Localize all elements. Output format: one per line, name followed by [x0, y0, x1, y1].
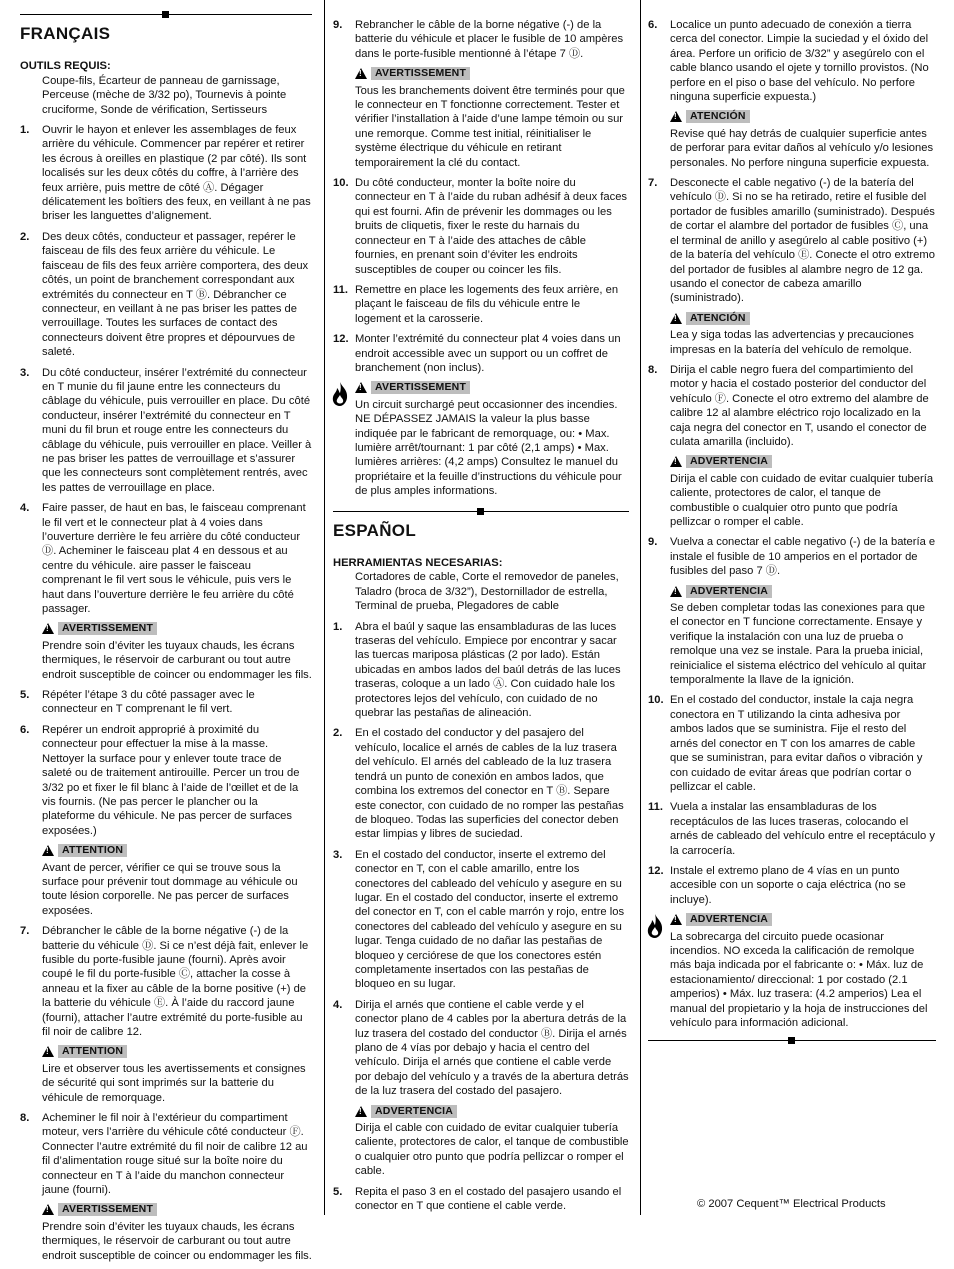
- warning-label: [670, 913, 772, 926]
- warning-icon: [670, 111, 682, 122]
- step-number: 11.: [648, 801, 663, 814]
- warning-text: Avant de percer, vérifier ce qui se trouve sous la surface pour prévenir tout dommage au véhicule ou toute lésion corporelle. Ne pas percer de surfaces exposées.: [42, 861, 298, 917]
- step-item: [333, 620, 629, 721]
- step-number: 7.: [20, 925, 30, 938]
- section-title-es: ESPAÑOL: [333, 520, 417, 540]
- fire-icon: [329, 381, 351, 407]
- warning-icon: [355, 68, 367, 79]
- step-list-es-cont: [648, 18, 936, 1030]
- step-item: [20, 924, 312, 1039]
- section-rule: [333, 511, 629, 512]
- warning-icon: [355, 382, 367, 393]
- step-item: [648, 363, 936, 449]
- warning-label: [355, 1105, 457, 1118]
- warning-label: [42, 1203, 157, 1216]
- step-item: [20, 1111, 312, 1197]
- step-text: Du côté conducteur, monter la boîte noire du connecteur en T à l’aide du ruban adhésif à deux faces qui est fourni. Afin de prévenir les dommages ou les bruits de cliquetis, fixer le reste du harnais du connecteur en T à l’aide des attaches de câble fournies, en prenant soin d’éviter les endroits susceptibles de couper ou coincer les fils.: [355, 177, 628, 276]
- step-number: 5.: [333, 1185, 343, 1198]
- step-item: [20, 723, 312, 838]
- warning-label: [670, 312, 750, 325]
- warning-label: [670, 110, 750, 123]
- section-rule: [20, 14, 312, 15]
- step-item: [333, 332, 629, 375]
- step-text: Abra el baúl y saque las ensambladuras de las luces traseras del vehículo. Empiece por encontrar y sacar las tuercas mariposa plásticas (2 por lado). Están ubicadas en ambos lados del baúl detrás de las luces traseras, coloque a un lado Ⓐ. Con cuidado hale los protectores lejos del vehículo, con cuidado de no quebrar las pestañas de alineación.: [355, 620, 621, 720]
- warning-text: Revise qué hay detrás de cualquier superficie antes de perforar para evitar daños al vehículo y/o lesiones personales. No perfore ninguna superficie expuesta.: [670, 127, 934, 169]
- warning-badge: AVERTISSEMENT: [371, 381, 470, 394]
- tools-text-es: Cortadores de cable, Corte el removedor de paneles, Taladro (broca de 3/32”), Destornillador de estrella, Terminal de prueba, Plegadores de cable: [355, 571, 619, 613]
- step-item: [333, 998, 629, 1099]
- tools-heading-fr: OUTILS REQUIS:: [20, 60, 111, 73]
- step-text: Des deux côtés, conducteur et passager, repérer le faisceau de fils des feux arrière du véhicule. Le faisceau de fils des feux arrière comportera, des deux côtés, un point de branchement correspondant aux extrémités du connecteur en T Ⓑ. Débrancher ce connecteur, en veillant à ne pas briser les pattes de verrouillage. Toutes les surfaces de contact des connecteurs doivent être propres et dépourvues de saleté.: [42, 230, 309, 359]
- warning-icon: [42, 623, 54, 634]
- step-item: [20, 688, 312, 717]
- step-text: Instale el extremo plano de 4 vías en un punto accesible con un soporte o caja eléctrica (no se incluye).: [670, 864, 906, 906]
- section-title-fr: FRANÇAIS: [20, 24, 111, 43]
- warning-badge: ADVERTENCIA: [686, 455, 772, 468]
- warning-label: [42, 1045, 127, 1058]
- step-number: 7.: [648, 177, 658, 190]
- step-number: 4.: [333, 998, 343, 1011]
- step-item: [20, 501, 312, 616]
- step-text: Repérer un endroit approprié à proximité du connecteur pour effectuer la mise à la masse. Nettoyer la surface pour y enlever toute trace de saleté ou de traitement antirouille. Percer un trou de 3/32 po et fixer le fil blanc à l’aide de l’œillet et de la vis fournis. (Ne pas percer le plancher ou la plateforme du véhicule. Ne pas percer de surfaces exposées.): [42, 723, 300, 837]
- step-number: 3.: [333, 848, 343, 861]
- warning-icon: [670, 313, 682, 324]
- step-text: Vuelva a conectar el cable negativo (-) de la batería e instale el fusible de 10 amperios en el portador de fusibles del paso 7 Ⓓ.: [670, 536, 936, 578]
- fire-icon: [644, 913, 666, 939]
- warning-label: [42, 622, 157, 635]
- warning-label: [670, 455, 772, 468]
- warning-icon: [670, 914, 682, 925]
- step-item: [333, 18, 629, 61]
- step-text: Acheminer le fil noir à l’extérieur du compartiment moteur, vers l’arrière du véhicule côté conducteur Ⓕ. Connecter l’autre extrémité du fil noir de calibre 12 au fil d’alimentation rouge situé sur la boîte noire du connecteur en T à l’aide du manchon connecteur jaune (fourni).: [42, 1112, 308, 1197]
- step-number: 11.: [333, 283, 348, 296]
- warning-badge: ATTENTION: [58, 1045, 127, 1058]
- step-text: Répéter l’étape 3 du côté passager avec le connecteur en T comprenant le fil vert.: [42, 689, 255, 716]
- step-number: 4.: [20, 502, 30, 515]
- step-list-fr: [20, 123, 312, 1263]
- step-text: Faire passer, de haut en bas, le faisceau comprenant le fil vert et le connecteur plat à 4 voies dans l’ouverture derrière le feu arrière du côté conducteur Ⓓ. Acheminer le faisceau plat 4 en dessous et au centre du véhicule. aire passer le faisceau comprenant le fil vert sous le véhicule, puis vers le haut dans l’ouverture derrière le feu arrière du côté passager.: [42, 502, 306, 616]
- warning-text: Un circuit surchargé peut occasionner des incendies. NE DÉPASSEZ JAMAIS la valeur la plus basse indiquée par le fabricant de remorquage, ou: • Max. lumière arrêt/tournant: 1 par côté (2,1 amps) • Max. lumières arrières: (4,2 amps) Consultez le manuel du propriétaire et la feuille d’instructions du véhicule pour de plus amples informations.: [355, 398, 622, 498]
- step-number: 1.: [20, 124, 30, 137]
- column-divider-2: [640, 0, 641, 1215]
- step-text: En el costado del conductor, inserte el extremo del conector en T, con el cable amarillo, entre los conectores del cableado del vehículo y asegure en su lugar. En el costado del conductor, inserte el extremo del conector en T, con el cable marrón y rojo, entre los conectores del cableado del vehículo y asegure en su lugar. Tenga cuidado de no dañar las pestañas de bloqueo y cerciórese de que los conectores estén completamente insertados con las pestañas de bloqueo en su lugar.: [355, 848, 625, 991]
- step-item: [648, 864, 936, 907]
- step-text: Dirija el arnés que contiene el cable verde y el conector plano de 4 cables por la abertura detrás de la luz trasera del costado del conductor Ⓑ. Dirija el arnés plano de 4 vías por debajo y hacia el centro del vehículo. Dirija el arnés que contiene el cable verde por debajo del vehículo y a través de la abertura detrás de la luz trasera del costado del pasajero.: [355, 998, 629, 1098]
- warning-icon: [670, 456, 682, 467]
- warning-block: [670, 312, 936, 357]
- step-number: 10.: [333, 177, 349, 190]
- step-text: Débrancher le câble de la borne négative (-) de la batterie du véhicule Ⓓ. Si ce n’est déjà fait, enlever le fusible du porte-fusible jaune (fourni). Après avoir coupé le fil du porte-fusible Ⓒ, attacher la cosse à anneau et la fixer au câble de la borne positive (+) de la batterie du véhicule Ⓔ. À l’aide du raccord jaune (fourni), attacher l’autre extrémité du porte-fusible au fil noir de calibre 12.: [42, 925, 309, 1038]
- warning-label: [42, 844, 127, 857]
- step-item: [648, 693, 936, 794]
- warning-badge: ATENCIÓN: [686, 110, 750, 123]
- warning-badge: ADVERTENCIA: [686, 585, 772, 598]
- step-item: [333, 1185, 629, 1214]
- step-item: [648, 535, 936, 578]
- warning-label: [355, 67, 470, 80]
- step-number: 10.: [648, 694, 664, 707]
- step-number: 2.: [333, 727, 343, 740]
- spanish-column-cont: [648, 18, 936, 1041]
- warning-block: [355, 67, 629, 170]
- warning-badge: ADVERTENCIA: [371, 1105, 457, 1118]
- step-text: Remettre en place les logements des feux arrière, en plaçant le faisceau de fils du véhicule entre le logement et la carosserie.: [355, 283, 619, 325]
- step-item: [20, 123, 312, 224]
- warning-block: [670, 585, 936, 688]
- step-item: [333, 726, 629, 841]
- step-number: 6.: [648, 19, 658, 31]
- warning-label: [670, 585, 772, 598]
- step-text: Desconecte el cable negativo (-) de la batería del vehículo Ⓓ. Si no se ha retirado, retire el fusible del portador de fusibles amarillo (suministrado). Después de cortar el alambre del portador de fusibles Ⓒ, una el terminal de anillo y asegúrelo al cable positivo (+) de la batería del vehículo Ⓔ. Conecte el otro extremo del portador de fusibles al alambre negro de 12 ga. usando el conector de cabeza amarillo (suministrado).: [670, 177, 935, 305]
- warning-text: Tous les branchements doivent être terminés pour que le connecteur en T fonctionne correctement. Tester et vérifier l’installation à l’aide d’une lampe témoin ou sur une remorque. Comme test initial, réinitialiser le système électrique du véhicule en retirant temporairement la clé du contact.: [355, 84, 625, 169]
- step-number: 1.: [333, 620, 343, 633]
- tools-heading-es: HERRAMIENTAS NECESARIAS:: [333, 557, 503, 569]
- step-item: [648, 176, 936, 306]
- step-item: [20, 366, 312, 496]
- step-item: [333, 283, 629, 326]
- step-text: En el costado del conductor, instale la caja negra conectora en T utilizando la cinta adhesiva por ambos lados que se suministra. Fije el resto del arnés del conector en T con los amarres de cable que se suministran, para evitar daños o vibración y con cuidado de evitar áreas que podrían cortar o pellizcar el cable.: [670, 694, 923, 793]
- step-item: [333, 176, 629, 277]
- warning-badge: ATTENTION: [58, 844, 127, 857]
- warning-block: [670, 455, 936, 529]
- step-number: 12.: [648, 864, 664, 877]
- warning-text: La sobrecarga del circuito puede ocasionar incendios. NO exceda la calificación de remolque más baja indicada por el fabricante o: • Máx. luz de estacionamiento/ direccional: 1 por costado (2.1 amperios) • Máx. luz trasera: (4.2 amperios) Lea el manual del propietario y la hoja de instrucciones del vehículo para información adicional.: [670, 930, 928, 1029]
- step-text: Du côté conducteur, insérer l’extrémité du connecteur en T munie du fil jaune entre les connecteurs du câblage du véhicule, puis verrouiller en place. Du côté conducteur, insérer l’extrémité du connecteur en T muni du fil brun et rouge entre les connecteurs du câblage du véhicule, puis verrouiller en place. Veiller à ne pas briser les pattes de verrouillage et s’assurer que les connecteurs sont complètement rentrés, avec les pattes de verrouillage en place.: [42, 366, 312, 494]
- warning-icon: [670, 586, 682, 597]
- step-item: [20, 230, 312, 360]
- warning-text: Prendre soin d’éviter les tuyaux chauds, les écrans thermiques, le réservoir de carburant ou tout autre endroit susceptible de coincer ou endommager les fils.: [42, 639, 312, 681]
- warning-block: [42, 1203, 312, 1263]
- step-text: Repita el paso 3 en el costado del pasajero usando el conector en T que contiene el cable verde.: [355, 1185, 622, 1213]
- warning-text: Se deben completar todas las conexiones para que el conector en T funcione correctamente. Ensaye y verifique la instalación con una luz de prueba o remolque una vez se instale. Para la prueba inicial, reinicialice el sistema eléctrico del vehículo al quitar temporalmente la llave de la ignición.: [670, 602, 927, 687]
- warning-badge: ADVERTENCIA: [686, 913, 772, 926]
- warning-label: [355, 381, 470, 394]
- warning-block: [42, 844, 312, 918]
- step-number: 12.: [333, 333, 349, 346]
- warning-badge: AVERTISSEMENT: [58, 622, 157, 635]
- section-rule: [648, 1040, 936, 1041]
- warning-text: Lire et observer tous les avertissements et consignes de sécurité qui sont imprimés sur la batterie du véhicule de remorquage.: [42, 1062, 306, 1104]
- step-list-fr-cont: [333, 18, 629, 499]
- step-item: [333, 848, 629, 992]
- step-text: Dirija el cable negro fuera del compartimiento del motor y hacia el costado posterior del conductor del vehículo Ⓕ. Conecte el otro extremo del alambre de calibre 12 al alambre eléctrico rojo localizado en la caja negra del conector en T, usando el conector de culata amarilla (incluido).: [670, 363, 929, 448]
- french-column: [20, 14, 312, 1269]
- warning-badge: AVERTISSEMENT: [58, 1203, 157, 1216]
- step-text: En el costado del conductor y del pasajero del vehículo, localice el arnés de cables de la luz trasera del vehículo. El arnés del cableado de la luz trasera tendrá un punto de conexión en ambos lados, que combina los extremos del conector en T Ⓑ. Separe este conector, con cuidado de no romper las pestañas de bloqueo. Todas las superficies del conector deben estar limpias y libres de suciedad.: [355, 727, 624, 841]
- step-text: Monter l’extrémité du connecteur plat 4 voies dans un endroit accessible avec un support ou un coffret de branchement (non inclus).: [355, 333, 621, 374]
- step-number: 6.: [20, 723, 30, 736]
- warning-text: Prendre soin d’éviter les tuyaux chauds, les écrans thermiques, le réservoir de carburant ou tout autre endroit susceptible de coincer ou endommager les fils.: [42, 1220, 312, 1262]
- warning-block: [42, 1045, 312, 1105]
- warning-badge: AVERTISSEMENT: [371, 67, 470, 80]
- warning-badge: ATENCIÓN: [686, 312, 750, 325]
- warning-block: [670, 913, 936, 1030]
- warning-icon: [42, 845, 54, 856]
- step-number: 8.: [20, 1112, 30, 1125]
- warning-block: [355, 381, 629, 498]
- warning-text: Lea y siga todas las advertencias y precauciones impresas en la batería del vehículo de remolque.: [670, 329, 914, 356]
- warning-text: Dirija el cable con cuidado de evitar cualquier tubería caliente, protectores de calor, el tanque de combustible o cualquier otro punto que podría pellizcar o romper el cable.: [670, 472, 934, 528]
- warning-text: Dirija el cable con cuidado de evitar cualquier tubería caliente, protectores de calor, el tanque de combustible o cualquier otro punto que podría pellizcar o romper el cable.: [355, 1122, 629, 1178]
- step-number: 9.: [333, 19, 343, 31]
- step-text: Ouvrir le hayon et enlever les assemblages de feux arrière du véhicule. Commencer par repérer et retirer les écrous à oreilles en plastique (2 par côté). Ils sont localisés sur les deux côtés du coffre, à l’arrière des feux arrière, puis mettre de côté Ⓐ. Dégager délicatement les boîtiers des feux, en veillant à ne pas briser les languettes d’alignement.: [42, 124, 311, 223]
- step-number: 8.: [648, 363, 658, 376]
- step-item: [648, 18, 936, 104]
- warning-icon: [355, 1106, 367, 1117]
- step-text: Vuela a instalar las ensambladuras de los receptáculos de las luces traseras, colocando el arnés de cableado del vehículo entre el receptáculo y la carrocería.: [670, 801, 935, 857]
- step-number: 3.: [20, 366, 30, 379]
- step-number: 9.: [648, 536, 658, 549]
- step-number: 2.: [20, 230, 30, 243]
- step-text: Rebrancher le câble de la borne négative (-) de la batterie du véhicule et placer le fusible de 10 ampères dans le porte-fusible mentionné à l’étape 7 Ⓓ.: [355, 19, 624, 60]
- warning-icon: [42, 1204, 54, 1215]
- middle-column: [333, 18, 629, 1219]
- step-item: [648, 800, 936, 858]
- step-text: Localice un punto adecuado de conexión a tierra cerca del conector. Limpie la suciedad y el óxido del área. Perfore un orificio de 3/32” y asegúrelo con el cable blanco usando el ojete y tornillo provistos. (No perfore en el piso o base del vehículo. No perfore ninguna superficie expuesta.): [670, 19, 929, 104]
- warning-block: [42, 622, 312, 682]
- copyright: © 2007 Cequent™ Electrical Products: [697, 1198, 886, 1210]
- tools-text-fr: Coupe-fils, Écarteur de panneau de garnissage, Perceuse (mèche de 3/32 po), Tournevis à pointe cruciforme, Sonde de vérification, Sertisseurs: [42, 74, 287, 116]
- warning-block: [670, 110, 936, 170]
- step-number: 5.: [20, 689, 30, 702]
- step-list-es: [333, 620, 629, 1214]
- warning-icon: [42, 1046, 54, 1057]
- column-divider-1: [324, 0, 325, 1215]
- warning-block: [355, 1105, 629, 1179]
